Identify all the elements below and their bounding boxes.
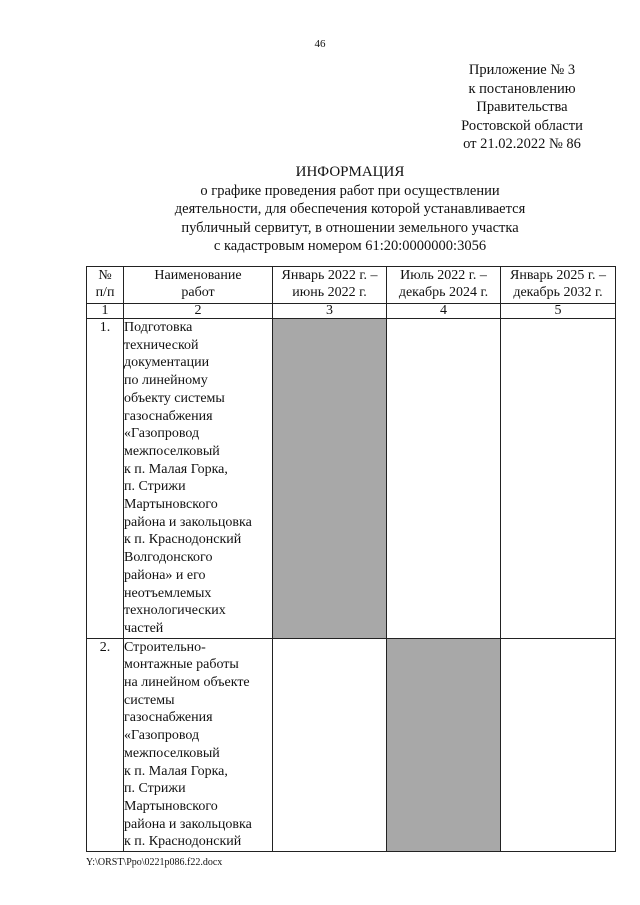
header-text: Январь 2025 г. – — [509, 268, 607, 283]
table-row — [87, 638, 616, 851]
work-name-line: Мартыновского — [124, 798, 218, 814]
row-number: 1. — [87, 319, 124, 639]
work-name-line: п. Стрижи — [124, 479, 186, 495]
header-cell-period-2 — [387, 267, 501, 304]
works-schedule-table — [86, 266, 616, 852]
table-header-row — [87, 267, 616, 304]
work-name-line: Строительно- — [124, 639, 206, 655]
column-number: 5 — [501, 304, 616, 319]
work-name-line: района и закольцовка — [124, 816, 252, 832]
work-name-line: Мартыновского — [124, 497, 218, 513]
header-cell-number — [87, 267, 124, 304]
file-path-footer: Y:\ORST\Ppo\0221p086.f22.docx — [86, 857, 223, 868]
header-text: декабрь 2024 г. — [398, 285, 489, 300]
work-name-line: района и закольцовка — [124, 514, 252, 530]
work-name-line: объекту системы — [124, 390, 225, 406]
work-name-line: монтажные работы — [124, 657, 239, 673]
work-name-line: газоснабжения — [124, 710, 213, 726]
appendix-line: Ростовской области — [461, 117, 583, 134]
column-number: 2 — [124, 304, 273, 319]
work-name-line: к п. Краснодонский — [124, 834, 242, 850]
work-name-cell — [124, 319, 273, 639]
schedule-cell — [387, 319, 501, 639]
column-number: 1 — [87, 304, 124, 319]
document-title: ИНФОРМАЦИЯ — [295, 164, 405, 180]
work-name-line: к п. Малая Горка, — [124, 461, 228, 477]
work-name-line: межпоселковый — [124, 443, 220, 459]
schedule-cell — [501, 319, 616, 639]
header-text: работ — [181, 285, 215, 300]
header-text: Июль 2022 г. – — [400, 268, 487, 283]
schedule-cell-shaded — [273, 319, 387, 639]
heading-line: о графике проведения работ при осуществлении — [200, 182, 500, 199]
column-number-row — [87, 304, 616, 319]
work-name-line: на линейном объекте — [124, 675, 250, 691]
header-text: № — [98, 268, 112, 283]
work-name-line: неотъемлемых — [124, 585, 212, 601]
work-name-line: п. Стрижи — [124, 781, 186, 797]
work-name-line: к п. Малая Горка, — [124, 763, 228, 779]
appendix-block — [430, 61, 614, 154]
header-text: Наименование — [154, 268, 242, 283]
work-name-line: технической — [124, 337, 199, 353]
appendix-line: к постановлению — [468, 80, 576, 97]
work-name-line: системы — [124, 692, 175, 708]
table-row — [87, 319, 616, 639]
page-number: 46 — [314, 38, 326, 50]
appendix-line: от 21.02.2022 № 86 — [463, 136, 581, 152]
header-text: декабрь 2032 г. — [513, 285, 603, 300]
row-number: 2. — [87, 638, 124, 851]
column-number: 3 — [273, 304, 387, 319]
work-name-line: по линейному — [124, 373, 208, 389]
schedule-cell — [501, 638, 616, 851]
work-name-line: района» и его — [124, 567, 206, 583]
heading-line: публичный сервитут, в отношении земельного участка — [181, 219, 519, 236]
work-name-line: «Газопровод — [124, 728, 200, 744]
document-heading — [0, 163, 640, 256]
work-name-line: газоснабжения — [124, 408, 213, 424]
column-number: 4 — [387, 304, 501, 319]
work-name-cell — [124, 638, 273, 851]
header-text: Январь 2022 г. – — [281, 268, 378, 283]
heading-line: деятельности, для обеспечения которой устанавливается — [174, 201, 526, 217]
work-name-line: технологических — [124, 603, 226, 619]
header-cell-period-3 — [501, 267, 616, 304]
work-name-line: частей — [124, 620, 164, 636]
work-name-line: Волгодонского — [124, 550, 213, 566]
appendix-line: Правительства — [476, 99, 568, 115]
header-text: июнь 2022 г. — [292, 285, 367, 300]
work-name-line: к п. Краснодонский — [124, 532, 242, 548]
heading-line: с кадастровым номером 61:20:0000000:3056 — [213, 238, 487, 254]
header-cell-work-name — [124, 267, 273, 304]
work-name-line: документации — [124, 355, 210, 371]
work-name-line: Подготовка — [124, 320, 193, 335]
header-text: п/п — [95, 285, 115, 300]
schedule-cell-shaded — [387, 638, 501, 851]
appendix-line: Приложение № 3 — [468, 62, 576, 78]
header-cell-period-1 — [273, 267, 387, 304]
work-name-line: «Газопровод — [124, 426, 200, 442]
schedule-cell — [273, 638, 387, 851]
work-name-line: межпоселковый — [124, 745, 220, 761]
